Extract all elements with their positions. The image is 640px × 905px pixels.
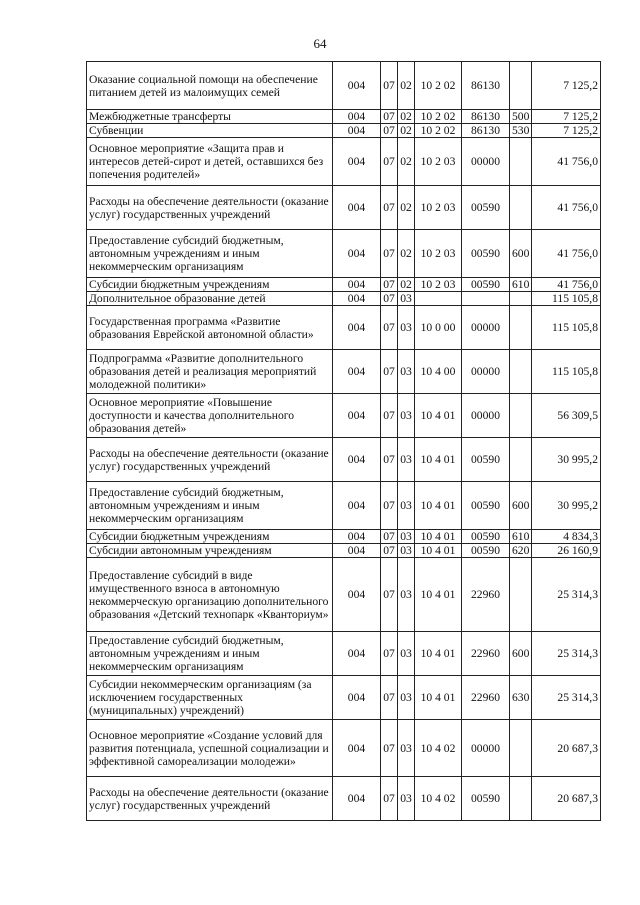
- table-cell-subsection-code: 03: [398, 350, 415, 394]
- table-cell-program-code: 10 2 03: [415, 138, 462, 186]
- table-cell-ministry-code: 004: [333, 394, 381, 438]
- table-cell-program-code: 10 2 02: [415, 62, 462, 110]
- table-cell-amount: 115 105,8: [532, 292, 601, 306]
- table-cell-ministry-code: 004: [333, 306, 381, 350]
- table-cell-subsection-code: 03: [398, 530, 415, 544]
- table-cell-expense-code: 00590: [462, 186, 510, 230]
- table-cell-name: Предоставление субсидий бюджетным, автономным учреждениям и иным некоммерческим организациям: [87, 632, 333, 676]
- table-cell-amount: 7 125,2: [532, 62, 601, 110]
- table-cell-expense-code: 00590: [462, 544, 510, 558]
- table-cell-section-code: 07: [381, 632, 398, 676]
- table-cell-amount: 30 995,2: [532, 438, 601, 482]
- table-cell-subsection-code: 02: [398, 186, 415, 230]
- table-cell-expense-code: 00590: [462, 482, 510, 530]
- table-row: [87, 777, 601, 821]
- table-cell-expense-type: 600: [510, 482, 532, 530]
- table-row: [87, 62, 601, 110]
- table-cell-ministry-code: 004: [333, 676, 381, 720]
- table-cell-program-code: 10 2 03: [415, 186, 462, 230]
- table-cell-expense-code: 22960: [462, 558, 510, 632]
- table-cell-subsection-code: 02: [398, 62, 415, 110]
- table-row: [87, 676, 601, 720]
- table-cell-section-code: 07: [381, 350, 398, 394]
- table-cell-section-code: 07: [381, 482, 398, 530]
- table-cell-program-code: 10 2 03: [415, 278, 462, 292]
- table-cell-name: Субсидии бюджетным учреждениям: [87, 278, 333, 292]
- table-row: [87, 186, 601, 230]
- table-cell-amount: 25 314,3: [532, 632, 601, 676]
- table-cell-amount: 41 756,0: [532, 278, 601, 292]
- table-cell-amount: 30 995,2: [532, 482, 601, 530]
- table-cell-name: Субсидии бюджетным учреждениям: [87, 530, 333, 544]
- table-cell-expense-code: 00590: [462, 777, 510, 821]
- table-cell-program-code: 10 2 02: [415, 124, 462, 138]
- table-cell-section-code: 07: [381, 530, 398, 544]
- table-cell-expense-type: [510, 138, 532, 186]
- table-cell-program-code: 10 4 02: [415, 777, 462, 821]
- table-cell-expense-type: [510, 292, 532, 306]
- table-cell-amount: 115 105,8: [532, 306, 601, 350]
- table-cell-name: Субсидии некоммерческим организациям (за исключением государственных (муниципальных) учреждений): [87, 676, 333, 720]
- table-cell-expense-type: 630: [510, 676, 532, 720]
- table-cell-ministry-code: 004: [333, 632, 381, 676]
- table-cell-program-code: 10 4 01: [415, 632, 462, 676]
- table-cell-expense-type: 620: [510, 544, 532, 558]
- table-cell-subsection-code: 02: [398, 278, 415, 292]
- table-cell-subsection-code: 03: [398, 482, 415, 530]
- table-cell-expense-type: [510, 306, 532, 350]
- table-cell-section-code: 07: [381, 62, 398, 110]
- table-cell-ministry-code: 004: [333, 138, 381, 186]
- table-cell-name: Основное мероприятие «Повышение доступности и качества дополнительного образования детей»: [87, 394, 333, 438]
- table-cell-subsection-code: 03: [398, 544, 415, 558]
- table-cell-name: Субвенции: [87, 124, 333, 138]
- table-row: [87, 350, 601, 394]
- table-cell-ministry-code: 004: [333, 110, 381, 124]
- table-cell-expense-code: 00590: [462, 438, 510, 482]
- table-row: [87, 306, 601, 350]
- table-cell-ministry-code: 004: [333, 230, 381, 278]
- table-cell-program-code: 10 2 02: [415, 110, 462, 124]
- table-cell-subsection-code: 03: [398, 292, 415, 306]
- table-cell-ministry-code: 004: [333, 350, 381, 394]
- table-cell-section-code: 07: [381, 124, 398, 138]
- table-cell-name: Предоставление субсидий бюджетным, автономным учреждениям и иным некоммерческим организациям: [87, 482, 333, 530]
- table-cell-name: Субсидии автономным учреждениям: [87, 544, 333, 558]
- table-cell-program-code: 10 4 02: [415, 720, 462, 777]
- table-cell-name: Предоставление субсидий бюджетным, автономным учреждениям и иным некоммерческим организациям: [87, 230, 333, 278]
- table-cell-section-code: 07: [381, 230, 398, 278]
- table-cell-subsection-code: 03: [398, 394, 415, 438]
- table-cell-name: Основное мероприятие «Создание условий для развития потенциала, успешной социализации и эффективной самореализации молодежи»: [87, 720, 333, 777]
- table-cell-section-code: 07: [381, 438, 398, 482]
- budget-table-body: [87, 62, 601, 821]
- table-cell-ministry-code: 004: [333, 558, 381, 632]
- table-cell-ministry-code: 004: [333, 124, 381, 138]
- table-cell-section-code: 07: [381, 138, 398, 186]
- table-cell-ministry-code: 004: [333, 292, 381, 306]
- table-row: [87, 558, 601, 632]
- table-cell-program-code: 10 4 01: [415, 394, 462, 438]
- table-cell-amount: 115 105,8: [532, 350, 601, 394]
- table-cell-amount: 25 314,3: [532, 558, 601, 632]
- table-cell-amount: 25 314,3: [532, 676, 601, 720]
- table-row: [87, 720, 601, 777]
- table-row: [87, 138, 601, 186]
- table-cell-expense-code: 00000: [462, 394, 510, 438]
- table-row: [87, 530, 601, 544]
- table-cell-section-code: 07: [381, 720, 398, 777]
- table-cell-program-code: 10 4 01: [415, 482, 462, 530]
- table-cell-section-code: 07: [381, 558, 398, 632]
- budget-table: [86, 61, 601, 821]
- table-cell-ministry-code: 004: [333, 482, 381, 530]
- table-cell-amount: 56 309,5: [532, 394, 601, 438]
- table-cell-subsection-code: 02: [398, 110, 415, 124]
- table-cell-section-code: 07: [381, 306, 398, 350]
- table-cell-expense-type: [510, 720, 532, 777]
- table-cell-amount: 41 756,0: [532, 138, 601, 186]
- table-cell-subsection-code: 03: [398, 558, 415, 632]
- table-cell-section-code: 07: [381, 292, 398, 306]
- table-cell-subsection-code: 03: [398, 438, 415, 482]
- table-cell-amount: 7 125,2: [532, 124, 601, 138]
- table-row: [87, 438, 601, 482]
- table-cell-name: Дополнительное образование детей: [87, 292, 333, 306]
- table-cell-program-code: 10 4 01: [415, 544, 462, 558]
- table-cell-expense-type: [510, 186, 532, 230]
- table-row: [87, 278, 601, 292]
- table-cell-ministry-code: 004: [333, 278, 381, 292]
- table-cell-subsection-code: 03: [398, 632, 415, 676]
- table-cell-program-code: 10 4 01: [415, 676, 462, 720]
- table-cell-expense-type: 610: [510, 278, 532, 292]
- table-cell-ministry-code: 004: [333, 438, 381, 482]
- table-cell-expense-type: 500: [510, 110, 532, 124]
- table-cell-subsection-code: 03: [398, 306, 415, 350]
- table-cell-expense-type: 600: [510, 230, 532, 278]
- table-cell-subsection-code: 02: [398, 124, 415, 138]
- table-cell-expense-code: 22960: [462, 676, 510, 720]
- table-cell-name: Подпрограмма «Развитие дополнительного образования детей и реализация мероприятий молодежной политики»: [87, 350, 333, 394]
- table-cell-program-code: 10 4 01: [415, 438, 462, 482]
- table-cell-expense-code: 00590: [462, 530, 510, 544]
- table-row: [87, 110, 601, 124]
- table-cell-section-code: 07: [381, 278, 398, 292]
- table-cell-section-code: 07: [381, 777, 398, 821]
- table-cell-subsection-code: 02: [398, 138, 415, 186]
- table-cell-subsection-code: 03: [398, 777, 415, 821]
- table-cell-expense-type: [510, 62, 532, 110]
- table-cell-name: Расходы на обеспечение деятельности (оказание услуг) государственных учреждений: [87, 186, 333, 230]
- table-cell-expense-code: 22960: [462, 632, 510, 676]
- table-row: [87, 632, 601, 676]
- table-cell-amount: 41 756,0: [532, 230, 601, 278]
- table-cell-name: Оказание социальной помощи на обеспечение питанием детей из малоимущих семей: [87, 62, 333, 110]
- table-row: [87, 292, 601, 306]
- table-cell-ministry-code: 004: [333, 530, 381, 544]
- table-cell-expense-code: 00590: [462, 278, 510, 292]
- table-row: [87, 230, 601, 278]
- table-cell-expense-type: 600: [510, 632, 532, 676]
- table-cell-name: Предоставление субсидий в виде имущественного взноса в автономную некоммерческую организацию дополнительного образования «Детский технопарк «Кванториум»: [87, 558, 333, 632]
- table-cell-expense-code: [462, 292, 510, 306]
- table-cell-ministry-code: 004: [333, 544, 381, 558]
- table-cell-expense-type: 530: [510, 124, 532, 138]
- page-number: 64: [313, 36, 327, 51]
- table-cell-name: Межбюджетные трансферты: [87, 110, 333, 124]
- table-cell-expense-code: 00000: [462, 138, 510, 186]
- table-cell-expense-code: 00000: [462, 350, 510, 394]
- table-cell-name: Расходы на обеспечение деятельности (оказание услуг) государственных учреждений: [87, 438, 333, 482]
- table-cell-expense-code: 00000: [462, 306, 510, 350]
- table-cell-program-code: 10 4 00: [415, 350, 462, 394]
- table-cell-program-code: 10 2 03: [415, 230, 462, 278]
- table-cell-ministry-code: 004: [333, 186, 381, 230]
- table-cell-expense-code: 86130: [462, 124, 510, 138]
- table-cell-section-code: 07: [381, 676, 398, 720]
- table-cell-amount: 7 125,2: [532, 110, 601, 124]
- table-cell-section-code: 07: [381, 186, 398, 230]
- table-cell-section-code: 07: [381, 394, 398, 438]
- table-cell-subsection-code: 02: [398, 230, 415, 278]
- table-cell-expense-code: 86130: [462, 62, 510, 110]
- table-cell-ministry-code: 004: [333, 720, 381, 777]
- table-row: [87, 482, 601, 530]
- table-cell-expense-type: [510, 558, 532, 632]
- table-cell-program-code: 10 4 01: [415, 530, 462, 544]
- table-cell-program-code: 10 4 01: [415, 558, 462, 632]
- table-cell-expense-type: [510, 438, 532, 482]
- table-cell-expense-type: [510, 777, 532, 821]
- table-cell-section-code: 07: [381, 544, 398, 558]
- table-cell-amount: 20 687,3: [532, 720, 601, 777]
- table-cell-amount: 4 834,3: [532, 530, 601, 544]
- table-cell-amount: 26 160,9: [532, 544, 601, 558]
- table-cell-program-code: 10 0 00: [415, 306, 462, 350]
- table-cell-ministry-code: 004: [333, 777, 381, 821]
- table-cell-subsection-code: 03: [398, 720, 415, 777]
- table-cell-name: Государственная программа «Развитие образования Еврейской автономной области»: [87, 306, 333, 350]
- table-cell-amount: 20 687,3: [532, 777, 601, 821]
- table-cell-subsection-code: 03: [398, 676, 415, 720]
- table-cell-section-code: 07: [381, 110, 398, 124]
- table-cell-expense-code: 86130: [462, 110, 510, 124]
- table-row: [87, 394, 601, 438]
- table-cell-expense-type: [510, 350, 532, 394]
- table-cell-expense-type: [510, 394, 532, 438]
- table-row: [87, 544, 601, 558]
- table-cell-program-code: [415, 292, 462, 306]
- table-cell-expense-code: 00000: [462, 720, 510, 777]
- table-cell-name: Основное мероприятие «Защита прав и интересов детей-сирот и детей, оставшихся без попечения родителей»: [87, 138, 333, 186]
- table-cell-ministry-code: 004: [333, 62, 381, 110]
- table-cell-name: Расходы на обеспечение деятельности (оказание услуг) государственных учреждений: [87, 777, 333, 821]
- table-row: [87, 124, 601, 138]
- table-cell-expense-type: 610: [510, 530, 532, 544]
- table-cell-expense-code: 00590: [462, 230, 510, 278]
- table-cell-amount: 41 756,0: [532, 186, 601, 230]
